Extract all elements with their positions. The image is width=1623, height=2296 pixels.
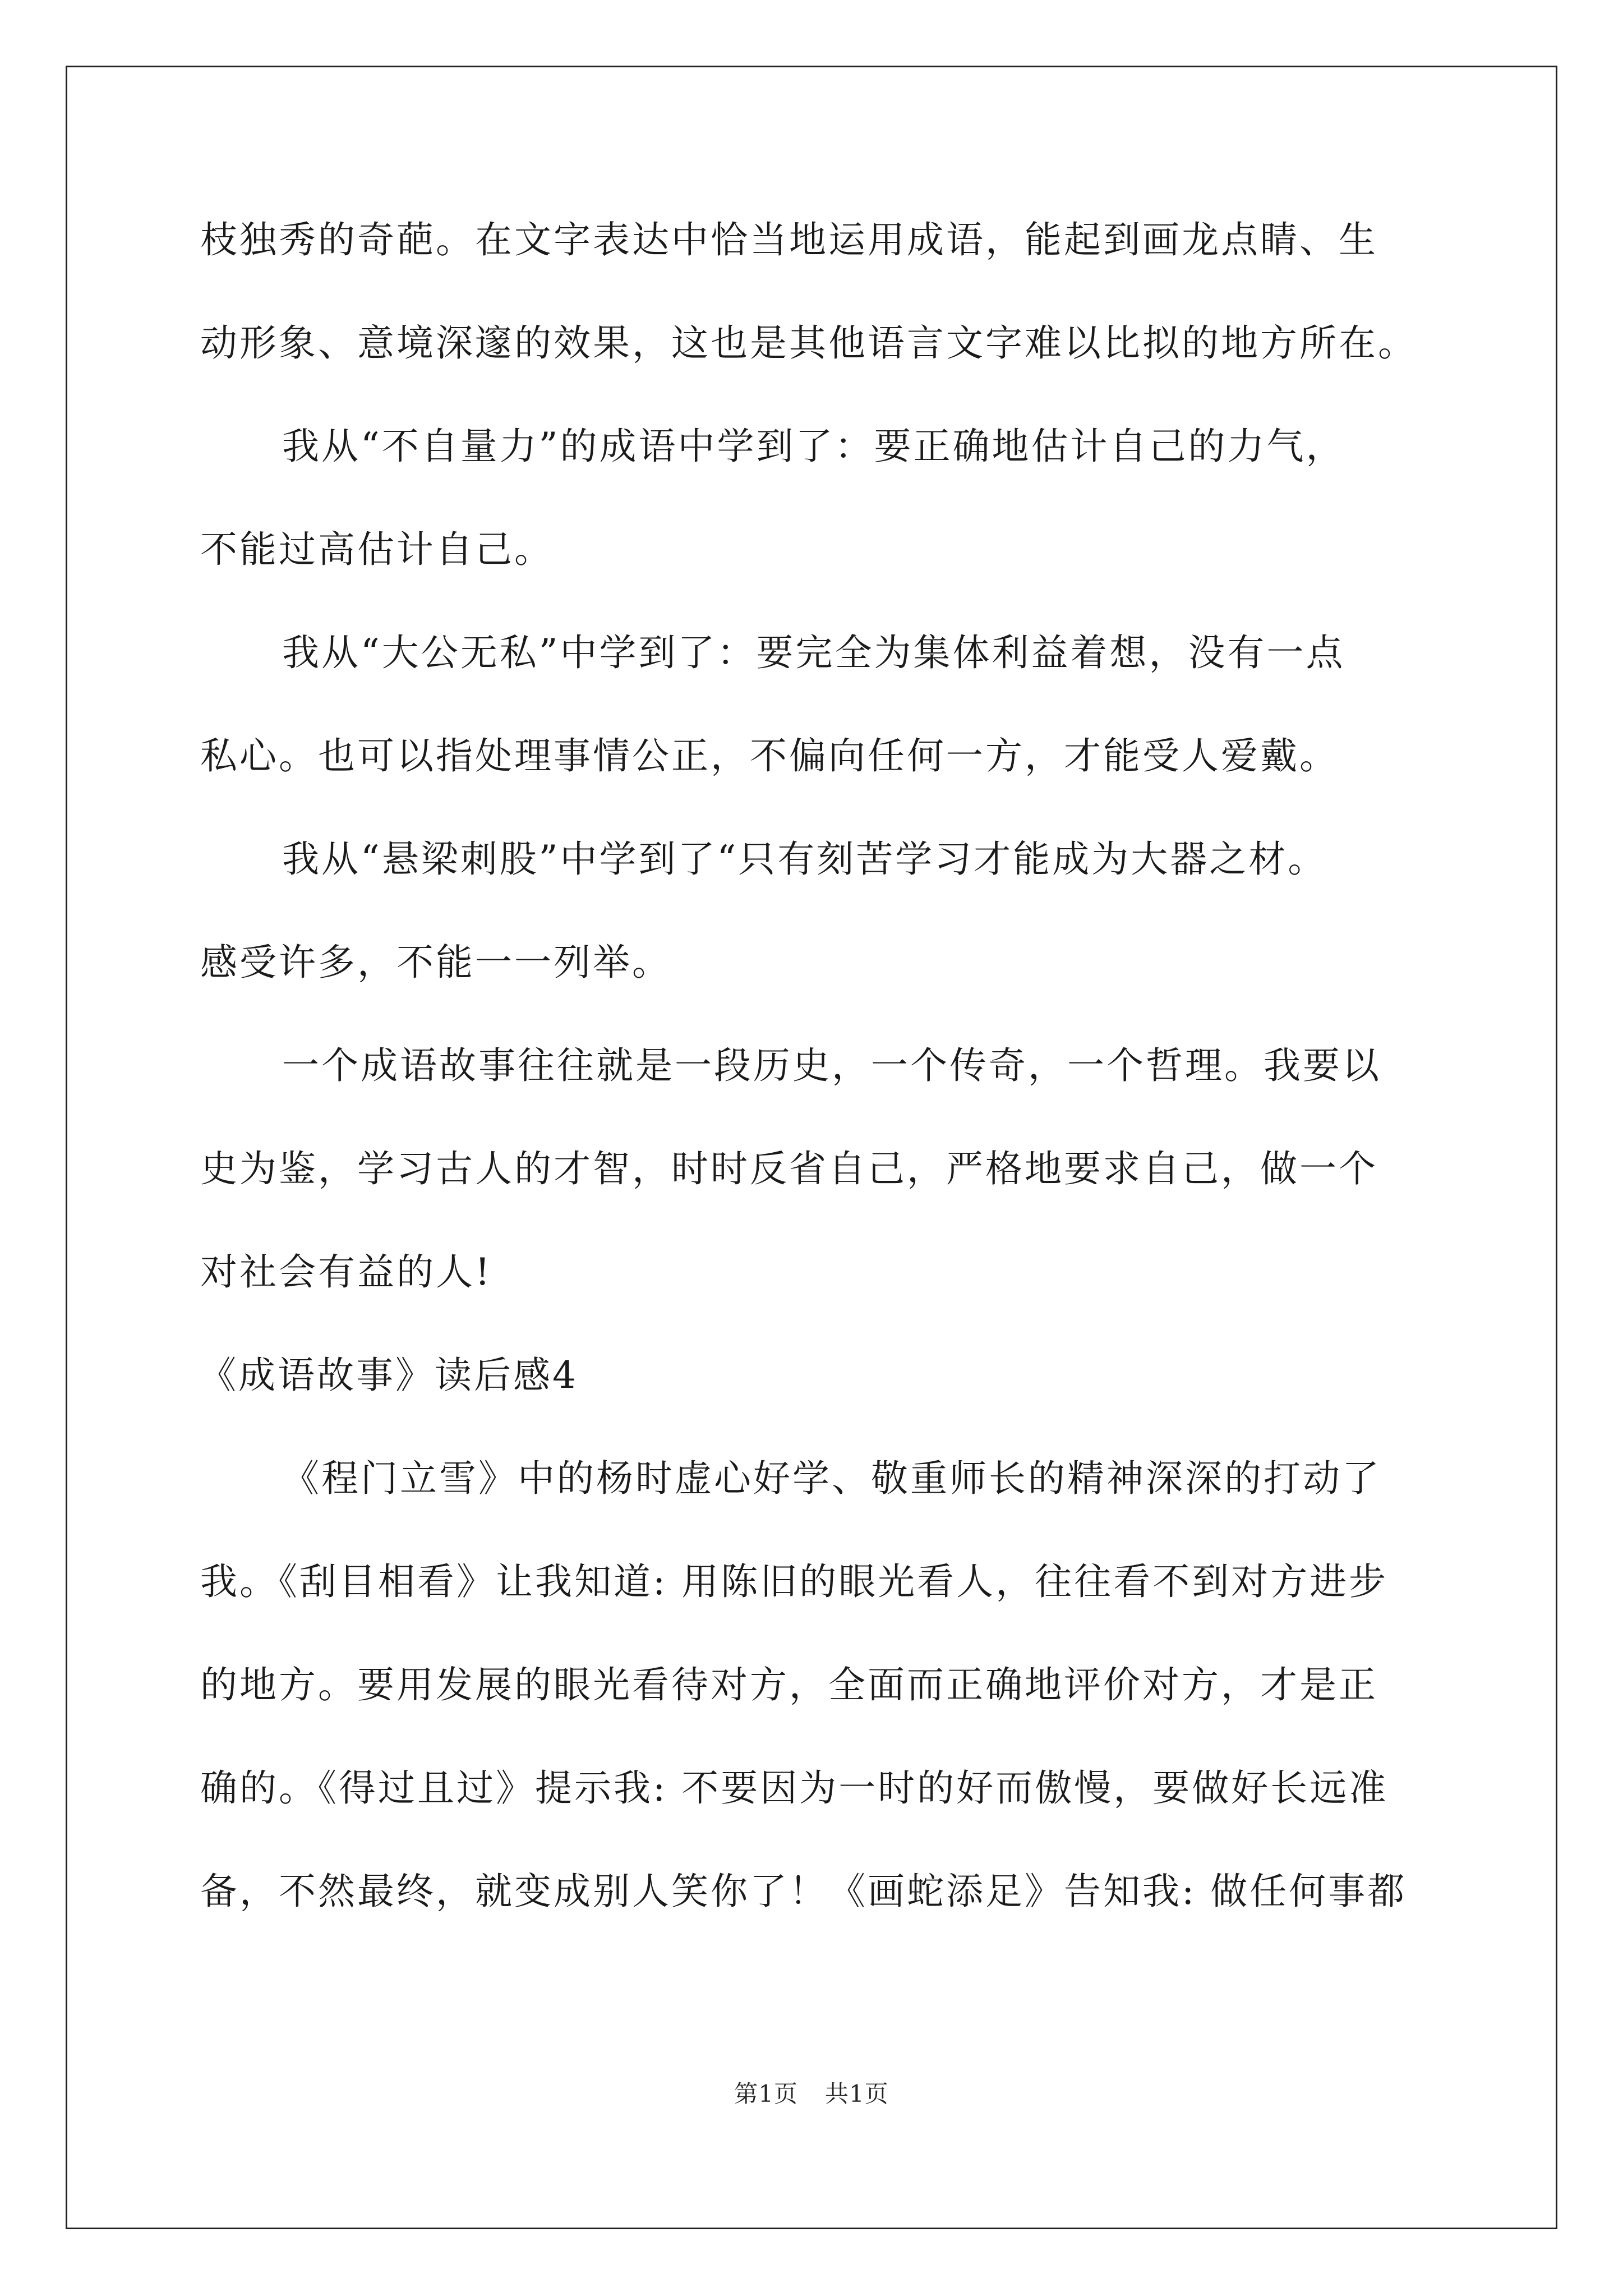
text-line: 我。《刮目相看》让我知道: 用陈旧的眼光看人，往往看不到对方进步: [200, 1560, 1389, 1603]
text-line: 感受许多，不能一一列举。: [200, 941, 671, 984]
page-footer: [0, 2076, 1623, 2109]
text-line: 史为鉴，学习古人的才智，时时反省自己，严格地要求自己，做一个: [200, 1147, 1378, 1190]
paragraph-start: 我从“大公无私”中学到了：要完全为集体利益着想，没有一点: [282, 631, 1345, 674]
document-body: [200, 213, 1456, 1968]
paragraph-start: 我从“不自量力”的成语中学到了：要正确地估计自己的力气，: [282, 425, 1345, 468]
text-line: 确的。《得过且过》提示我: 不要因为一时的好而傲慢，要做好长远准: [200, 1766, 1389, 1810]
text-line: 不能过高估计自己。: [200, 528, 554, 571]
text-line: 动形象、意境深邃的效果，这也是其他语言文字难以比拟的地方所在。: [200, 321, 1417, 365]
text-line: 的地方。要用发展的眼光看待对方，全面而正确地评价对方，才是正: [200, 1663, 1378, 1706]
paragraph-start: 我从“悬梁刺股”中学到了“只有刻苦学习才能成为大器之材。: [282, 838, 1327, 881]
paragraph-start: 一个成语故事往往就是一段历史，一个传奇，一个哲理。我要以: [282, 1044, 1381, 1087]
section-heading: 《成语故事》读后感4: [199, 1354, 578, 1397]
page-number: 第1页: [734, 2080, 798, 2108]
text-line: 对社会有益的人!: [200, 1250, 492, 1294]
text-line: 枝独秀的奇葩。在文字表达中恰当地运用成语，能起到画龙点睛、生: [200, 218, 1378, 261]
text-line: 私心。也可以指处理事情公正，不偏向任何一方，才能受人爱戴。: [200, 734, 1339, 777]
text-line: 备，不然最终，就变成别人笑你了！《画蛇添足》告知我: 做任何事都: [200, 1870, 1407, 1913]
page-count: 共1页: [825, 2080, 889, 2108]
paragraph-start: 《程门立雪》中的杨时虚心好学、敬重师长的精神深深的打动了: [282, 1457, 1381, 1500]
